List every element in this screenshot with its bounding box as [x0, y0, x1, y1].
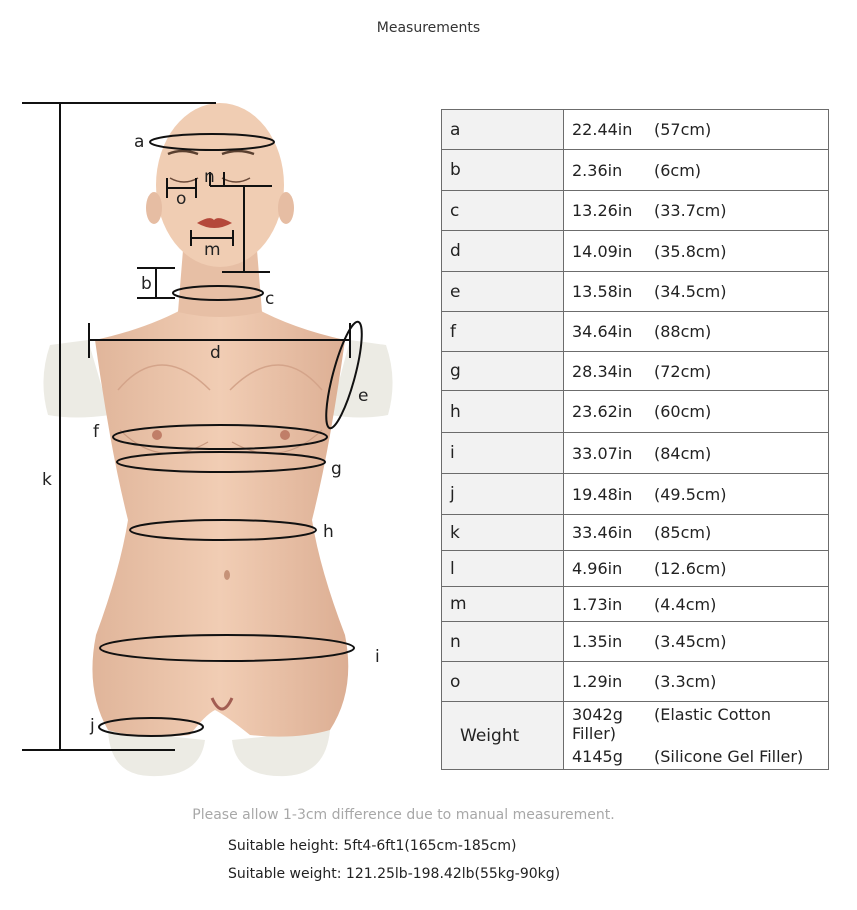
row-key: n: [442, 622, 564, 662]
value-inch: 4.96in: [572, 559, 623, 578]
row-value: [564, 433, 829, 474]
label-f: f: [93, 422, 99, 442]
suitable-height: Suitable height: 5ft4-6ft1(165cm-185cm): [228, 838, 517, 854]
cotton-weight: 3042g: [572, 705, 623, 724]
table-row: [442, 391, 829, 433]
page-title: Measurements: [376, 20, 481, 36]
cotton-filler-label: (Elastic Cotton Filler): [572, 705, 771, 743]
value-cm: (85cm): [654, 523, 712, 542]
value-inch: 22.44in: [572, 120, 633, 139]
table-row: [442, 231, 829, 272]
value-cm: (3.3cm): [654, 672, 717, 691]
row-value: [564, 352, 829, 391]
product-measurement-figure: [0, 90, 440, 790]
row-value: [564, 231, 829, 272]
label-c: c: [265, 289, 275, 309]
table-row: [442, 433, 829, 474]
value-cm: (72cm): [654, 361, 712, 381]
measurements-table: [441, 109, 829, 770]
value-cm: (88cm): [654, 322, 712, 341]
value-cm: (4.4cm): [654, 594, 717, 614]
measurement-note: Please allow 1-3cm difference due to manual measurement.: [192, 807, 615, 823]
row-value: [564, 150, 829, 191]
value-cm: (84cm): [654, 443, 712, 463]
value-inch: 1.73in: [572, 594, 623, 614]
row-key: b: [442, 150, 564, 191]
row-value: [564, 191, 829, 231]
value-inch: 1.29in: [572, 672, 623, 691]
row-key: j: [442, 474, 564, 515]
row-key: e: [442, 272, 564, 312]
value-inch: 13.26in: [572, 201, 633, 220]
suitable-weight: Suitable weight: 121.25lb-198.42lb(55kg-90kg): [228, 866, 561, 882]
row-key: l: [442, 551, 564, 587]
leg-stubs: [108, 730, 330, 776]
value-cm: (12.6cm): [654, 559, 727, 578]
row-value: [564, 391, 829, 433]
label-d: d: [210, 343, 221, 363]
row-key: c: [442, 191, 564, 231]
table-row: [442, 515, 829, 551]
value-inch: 14.09in: [572, 241, 633, 261]
value-inch: 33.46in: [572, 523, 633, 542]
value-inch: 1.35in: [572, 632, 623, 651]
row-key: g: [442, 352, 564, 391]
value-cm: (57cm): [654, 120, 712, 139]
table-row: [442, 312, 829, 352]
table-row: [442, 622, 829, 662]
gel-filler-label: (Silicone Gel Filler): [654, 747, 804, 766]
label-n: n: [204, 167, 215, 187]
row-value: [564, 662, 829, 702]
table-row: [442, 272, 829, 312]
label-k: k: [42, 470, 52, 490]
value-inch: 2.36in: [572, 160, 623, 180]
row-value: [564, 551, 829, 587]
row-key: k: [442, 515, 564, 551]
row-value: [564, 110, 829, 150]
value-inch: 33.07in: [572, 443, 633, 463]
table-row: [442, 191, 829, 231]
value-cm: (33.7cm): [654, 201, 727, 220]
value-cm: (49.5cm): [654, 484, 727, 504]
weight-label: Weight: [442, 702, 564, 770]
table-row: [442, 587, 829, 622]
row-value: [564, 587, 829, 622]
label-o: o: [176, 189, 187, 209]
row-key: f: [442, 312, 564, 352]
label-j: j: [90, 716, 95, 736]
table-row: [442, 474, 829, 515]
value-inch: 28.34in: [572, 361, 633, 381]
row-value: [564, 272, 829, 312]
label-a: a: [134, 132, 145, 152]
value-cm: (34.5cm): [654, 282, 727, 301]
label-e: e: [358, 386, 369, 406]
row-key: a: [442, 110, 564, 150]
row-key: m: [442, 587, 564, 622]
value-cm: (6cm): [654, 160, 702, 180]
row-key: o: [442, 662, 564, 702]
value-inch: 19.48in: [572, 484, 633, 504]
row-key: d: [442, 231, 564, 272]
table-row: [442, 110, 829, 150]
row-key: i: [442, 433, 564, 474]
label-i: i: [375, 647, 380, 667]
table-row: [442, 662, 829, 702]
row-value: [564, 515, 829, 551]
value-inch: 13.58in: [572, 282, 633, 301]
row-key: h: [442, 391, 564, 433]
row-value: [564, 622, 829, 662]
value-inch: 34.64in: [572, 322, 633, 341]
row-value: [564, 474, 829, 515]
label-h: h: [323, 522, 334, 542]
weight-values: [564, 702, 829, 770]
table-row: [442, 150, 829, 191]
value-cm: (35.8cm): [654, 241, 727, 261]
table-row: [442, 352, 829, 391]
label-g: g: [331, 459, 342, 479]
table-row: [442, 551, 829, 587]
label-m: m: [204, 240, 221, 260]
gel-weight: 4145g: [572, 747, 623, 766]
value-cm: (60cm): [654, 402, 712, 421]
label-b: b: [141, 274, 152, 294]
value-cm: (3.45cm): [654, 632, 727, 651]
weight-row: [442, 702, 829, 770]
row-value: [564, 312, 829, 352]
value-inch: 23.62in: [572, 402, 633, 421]
